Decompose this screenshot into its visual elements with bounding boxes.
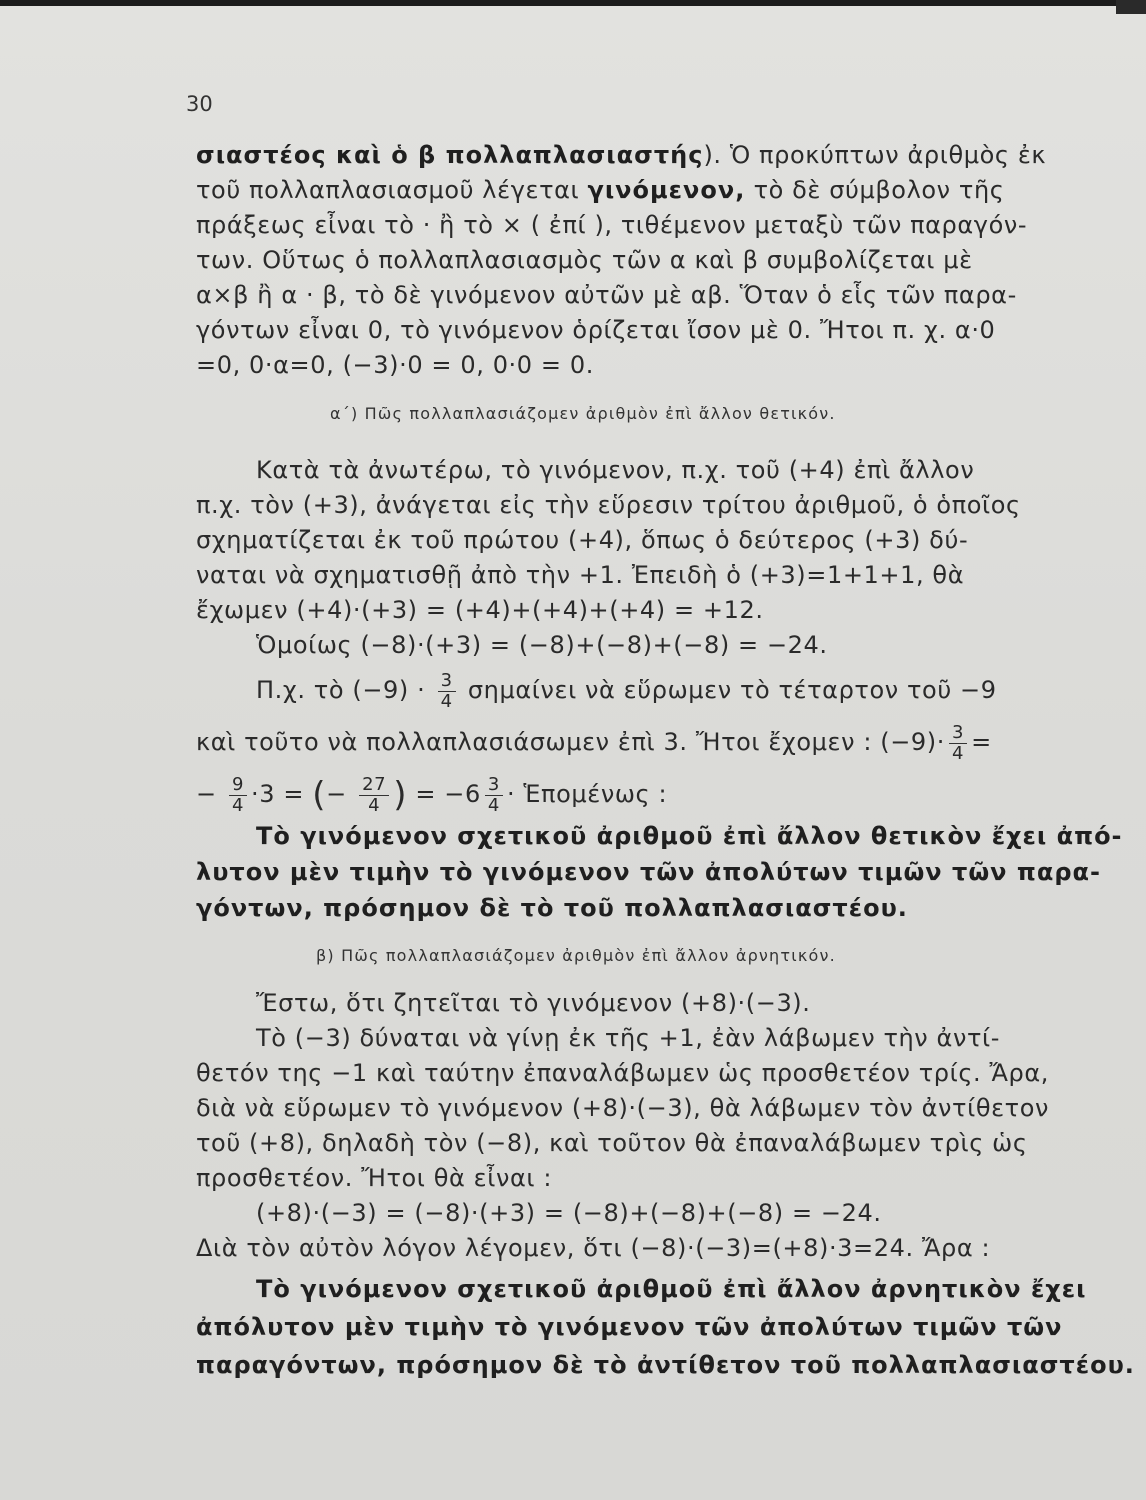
- fraction: [438, 671, 456, 712]
- paren-open: (: [312, 775, 327, 815]
- text-line: παραγόντων, πρόσημον δὲ τὸ ἀντίθετον τοῦ πολλαπλασιαστέου.: [196, 1351, 1135, 1379]
- numerator: 3: [485, 775, 503, 796]
- rule-b: [196, 1270, 1135, 1384]
- scan-edge-top: [0, 0, 1146, 6]
- text-span: −: [326, 780, 347, 808]
- fraction: [359, 775, 389, 816]
- text-line: Διὰ τὸν αὐτὸν λόγον λέγομεν, ὅτι (−8)·(−3)=(+8)·3=24. Ἄρα :: [196, 1234, 991, 1262]
- fraction: [949, 723, 967, 764]
- denominator: 4: [487, 794, 500, 816]
- text-line: τοῦ (+8), δηλαδὴ τὸν (−8), καὶ τοῦτον θὰ ἐπαναλάβωμεν τρὶς ὡς: [196, 1129, 1028, 1157]
- text-line: [196, 173, 1076, 208]
- denominator: 4: [231, 794, 245, 816]
- text-span: −: [196, 780, 217, 808]
- rule-a: [196, 818, 1123, 926]
- text-span: =: [971, 728, 992, 756]
- text-line: των. Οὕτως ὁ πολλαπλασιασμὸς τῶν α καὶ β συμβολίζεται μὲ: [196, 246, 973, 274]
- paren-close: ): [393, 775, 408, 815]
- paragraph-4: [196, 986, 1076, 1266]
- paragraph-2: [196, 453, 1076, 663]
- text-line: Ὁμοίως (−8)·(+3) = (−8)+(−8)+(−8) = −24.: [256, 631, 828, 659]
- text-span: ). Ὁ προκύπτων ἀριθμὸς ἐκ: [703, 141, 1047, 169]
- text-line: Τὸ γινόμενον σχετικοῦ ἀριθμοῦ ἐπὶ ἄλλον θετικὸν ἔχει ἀπό-: [256, 822, 1123, 850]
- text-line: λυτον μὲν τιμὴν τὸ γινόμενον τῶν ἀπολύτων τιμῶν τῶν παρα-: [196, 858, 1101, 886]
- text-line: =0, 0·α=0, (−3)·0 = 0, 0·0 = 0.: [196, 351, 594, 379]
- paragraph-3: [196, 664, 1076, 821]
- text-line: σχηματίζεται ἐκ τοῦ πρώτου (+4), ὅπως ὁ δεύτερος (+3) δύ-: [196, 526, 969, 554]
- text-line: [196, 716, 1076, 768]
- fraction: [229, 775, 247, 816]
- text-span: σημαίνει νὰ εὕρωμεν τὸ τέταρτον τοῦ −9: [467, 676, 997, 704]
- text-line: [196, 664, 1076, 716]
- section-heading-b: β) Πῶς πολλαπλασιάζομεν ἀριθμὸν ἐπὶ ἄλλον ἀρνητικόν.: [316, 946, 836, 965]
- text-line: προσθετέον. Ἤτοι θὰ εἶναι :: [196, 1164, 553, 1192]
- page-number: 30: [186, 92, 213, 116]
- numerator: 3: [949, 723, 967, 744]
- text-line: π.χ. τὸν (+3), ἀνάγεται εἰς τὴν εὕρεσιν τρίτου ἀριθμοῦ, ὁ ὁποῖος: [196, 491, 1021, 519]
- text-line: Ἔστω, ὅτι ζητεῖται τὸ γινόμενον (+8)·(−3).: [256, 989, 811, 1017]
- text-span: = −6: [415, 780, 481, 808]
- text-span: Π.χ. τὸ (−9) ·: [256, 676, 426, 704]
- numerator: 27: [359, 775, 389, 796]
- text-line: ἀπόλυτον μὲν τιμὴν τὸ γινόμενον τῶν ἀπολύτων τιμῶν τῶν: [196, 1313, 1063, 1341]
- paragraph-1: [196, 138, 1076, 383]
- text-line: [196, 138, 1076, 173]
- text-line: θετόν της −1 καὶ ταύτην ἐπαναλάβωμεν ὡς προσθετέον τρίς. Ἄρα,: [196, 1059, 1050, 1087]
- numerator: 9: [229, 775, 247, 796]
- bold-term: γινόμενον,: [587, 176, 746, 204]
- fraction: [485, 775, 503, 816]
- numerator: 3: [438, 671, 456, 692]
- text-span: ·3 =: [251, 780, 305, 808]
- text-span: τὸ δὲ σύμβολον τῆς: [745, 176, 1005, 204]
- bold-term: πολλαπλασιαστής: [445, 141, 704, 169]
- text-line: Τὸ γινόμενον σχετικοῦ ἀριθμοῦ ἐπὶ ἄλλον ἀρνητικὸν ἔχει: [256, 1275, 1087, 1303]
- section-heading-a: α΄) Πῶς πολλαπλασιάζομεν ἀριθμὸν ἐπὶ ἄλλον θετικόν.: [330, 404, 836, 423]
- text-span: · Ἑπομένως :: [506, 780, 668, 808]
- text-line: (+8)·(−3) = (−8)·(+3) = (−8)+(−8)+(−8) = −24.: [256, 1199, 882, 1227]
- denominator: 4: [952, 742, 965, 764]
- text-span: καὶ τοῦτο νὰ πολλαπλασιάσωμεν ἐπὶ 3. Ἤτοι ἔχομεν : (−9)·: [196, 728, 945, 756]
- text-line: Κατὰ τὰ ἀνωτέρω, τὸ γινόμενον, π.χ. τοῦ (+4) ἐπὶ ἄλλον: [256, 456, 975, 484]
- text-line: γόντων εἶναι 0, τὸ γινόμενον ὁρίζεται ἴσον μὲ 0. Ἤτοι π. χ. α·0: [196, 316, 996, 344]
- text-line: [196, 768, 1076, 821]
- text-line: ἔχωμεν (+4)·(+3) = (+4)+(+4)+(+4) = +12.: [196, 596, 764, 624]
- text-line: γόντων, πρόσημον δὲ τὸ τοῦ πολλαπλασιαστέου.: [196, 894, 908, 922]
- text-line: ναται νὰ σχηματισθῇ ἀπὸ τὴν +1. Ἐπειδὴ ὁ (+3)=1+1+1, θὰ: [196, 561, 965, 589]
- denominator: 4: [368, 794, 381, 816]
- text-line: πράξεως εἶναι τὸ · ἢ τὸ × ( ἐπί ), τιθέμενον μεταξὺ τῶν παραγόν-: [196, 211, 1028, 239]
- text-line: α×β ἢ α · β, τὸ δὲ γινόμενον αὐτῶν μὲ αβ. Ὅταν ὁ εἷς τῶν παρα-: [196, 281, 1017, 309]
- scan-edge-right: [1116, 0, 1146, 14]
- bold-term: σιαστέος καὶ ὁ β: [196, 141, 446, 169]
- text-line: Τὸ (−3) δύναται νὰ γίνῃ ἐκ τῆς +1, ἐὰν λάβωμεν τὴν ἀντί-: [256, 1024, 1001, 1052]
- text-span: τοῦ πολλαπλασιασμοῦ λέγεται: [196, 176, 588, 204]
- denominator: 4: [440, 690, 453, 712]
- text-line: διὰ νὰ εὕρωμεν τὸ γινόμενον (+8)·(−3), θὰ λάβωμεν τὸν ἀντίθετον: [196, 1094, 1050, 1122]
